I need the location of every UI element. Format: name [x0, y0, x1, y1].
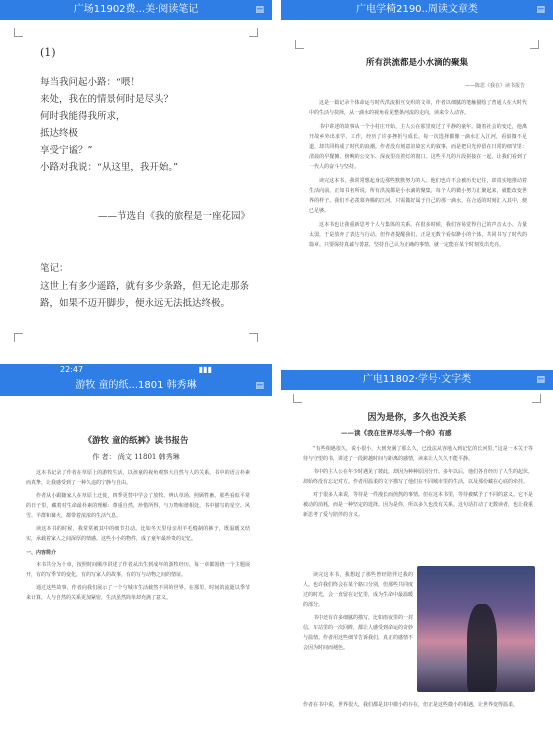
paragraph: 这本书记录了作者在草原上的游牧生活，以孩童的视角观察大自然与人的关系。书中的语言朴素而真挚，让我感受到了一种久违的宁静与自由。 [26, 470, 250, 486]
margin-mark [14, 333, 23, 342]
paragraph: “有些相遇很久，说小很小，大到充满了那么久，已没法从容地入到记忆的长河里。”这是一本关于等待与守望的书，讲述了一段跨越时间与距离的感情，读来让人久久不能平静。 [303, 446, 533, 462]
menu-icon[interactable]: ▤ [255, 5, 264, 15]
title-bar [0, 0, 272, 20]
paragraph: 读完这本书，我常常想起身边那些默默努力的人。他们也许不会被历史记住，却真实地推动着生活向前。正如书名所说，所有洪流都是小水滴的聚集，每个人的微小努力汇聚起来，就能改变世界的样子。我们不必羡慕奔腾的江河，只需做好属于自己的那一滴水，在合适的时刻汇入其中，便已足够。 [309, 178, 527, 214]
margin-mark [293, 394, 302, 403]
poem-line: 享受宁谧？” [40, 145, 93, 156]
report-title: 《游牧 童的纸裤》读书报告 [83, 436, 189, 446]
menu-icon[interactable]: ▤ [536, 375, 545, 385]
page-number: (1) [40, 46, 56, 59]
article-title: 所有洪流都是小水滴的聚集 [365, 58, 468, 68]
review-title: 因为是你，多久也没关系 [367, 413, 467, 423]
window-title: 游牧 童的纸...1801 韩秀琳 [75, 380, 197, 391]
menu-icon[interactable]: ▤ [536, 5, 545, 15]
margin-mark [532, 394, 541, 403]
signal-icon: ▮▮▮ [198, 365, 212, 374]
person-silhouette [467, 604, 498, 692]
author-line: 作 者： 尚文 11801 韩秀琳 [92, 453, 180, 461]
review-body [303, 444, 533, 523]
poem-line: 来处，我在的情景何时是尽头？ [40, 94, 174, 105]
status-time: 22:47 [60, 365, 84, 374]
note-text: 这世上有多少遥路，就有多少条路，但无论走那条路，如果不迈开脚步，便永远无法抵达终极。 [40, 281, 250, 309]
poem [40, 74, 178, 176]
paragraph: 对于很多人来说，等待是一件漫长而煎熬的事情。但在这本书里，等待被赋予了不同的意义。它不是被动的消耗，而是一种坚定的选择。因为是你，所以多久也没有关系。这句话打动了无数读者，也让我重新思考了爱与陪伴的含义。 [303, 492, 534, 518]
article-body [309, 98, 527, 250]
title-bar [0, 376, 272, 396]
paragraph: 本书共分为十章，按照时间顺序讲述了作者从出生到成年的游牧经历。每一章都围绕一个主题展开，有的写季节的变化，有的写家人的故事，有的写与动物之间的情谊。 [26, 562, 250, 578]
review-body-wrap [303, 570, 413, 653]
menu-icon[interactable]: ▤ [255, 381, 264, 391]
paragraph: 书中还有许多细腻的描写，比如雨夜里的一封信，车站里的一次回眸，都让人感受到命运的奇妙与温情。作者用这些细节告诉我们，真正的感情不会因为时间而褪色。 [303, 615, 414, 651]
panel-article[interactable] [281, 0, 553, 356]
review-subtitle: ——读《我在世界尽头等一个你》有感 [341, 429, 452, 437]
byline: ——陈思《我在》读书报告 [464, 83, 525, 89]
attribution: ——节选自《我的旅程是一座花园》 [97, 211, 250, 222]
window-title: 广场11902费...美·阅读笔记 [73, 4, 199, 15]
window-title: 广电11802·学号·文字类 [362, 374, 472, 385]
paragraph: 书中讲述的故事从一个小村庄开始，主人公在那里度过了平静的童年。随着社会的变迁，他离开故乡外出求学、工作，经历了许多挫折与成长。每一次选择都像一滴水汇入江河，看似微不足道，却共同构成了时代的浪潮。作者没有刻意渲染宏大的叙事，而是把目光停留在日常的细节里：清晨的早餐摊、傍晚的公交车、深夜里亮着灯的窗口。这些平凡的片段拼接在一起，让我们看到了一代人的奋斗与坚持。 [309, 124, 527, 170]
title-bar [281, 0, 553, 20]
margin-mark [14, 28, 23, 37]
paragraph: 读完这本书，我想起了那些曾经陪伴过我的人。也许我们终会在某个路口分别，但那些共同度过的时光，会一直留在记忆里，成为生命中最温暖的部分。 [303, 572, 414, 608]
window-title: 广电学椅2190..周读文章类 [356, 4, 478, 15]
poem-line: 每当我问起小路：“喂！ [40, 77, 140, 88]
panel-reading-note[interactable] [0, 0, 272, 356]
poem-line: 抵达终极 [40, 128, 79, 139]
poem-line: 何时我能得我所求， [40, 111, 126, 122]
paragraph: 书中的主人公在年少时遇见了彼此，却因为种种原因分开。多年以后，他们各自经历了人生的起伏，却始终没有忘记对方。作者用温柔的文字描写了他们在不同城市里的生活，以及那份藏在心底的牵挂。 [303, 469, 534, 485]
title-bar [281, 370, 553, 390]
margin-mark [249, 28, 258, 37]
poem-line: 小路对我说：“从这里，我开始。” [40, 162, 178, 173]
paragraph: 这是一篇记录个体命运与时代洪流相互交织的文章，作者以细腻的笔触描绘了普通人在大时代中的生活与抉择，从一滴水的视角看见整条河流的走向，读来令人动容。 [309, 100, 527, 116]
margin-mark [530, 40, 539, 49]
book-cover-photo [417, 566, 535, 692]
panel-book-report[interactable] [0, 364, 272, 729]
paragraph: 作者在书中说，世界很大，我们都是其中微小的存在，但正是这些微小的相遇，让世界变得温柔。 [303, 702, 519, 708]
paragraph: 作者从小跟随家人在草原上迁徙，四季更替中学会了放牧、辨认草场、照顾牲畜。那些看似平常的日子里，藏着对生命最朴素的理解：尊重自然，珍惜所得，与万物和谐相处。书中描写的星空、风雪、羊群和篝火，都带着浓浓的生活气息。 [26, 493, 250, 519]
panel-review[interactable] [281, 370, 553, 729]
report-body [26, 468, 250, 603]
paragraph: 这本书也让我重新思考个人与集体的关系。在很多时候，我们容易觉得自己的声音太小、力量太弱，于是放弃了表达与行动。但作者提醒我们，正是无数个看似渺小的个体，共同书写了时代的篇章。只要保持真诚与善意，坚持自己认为正确的事情，就一定能在某个时刻发出光亮。 [309, 222, 527, 248]
note-label: 笔记： [40, 263, 69, 274]
margin-mark [249, 333, 258, 342]
status-bar [0, 364, 272, 376]
paragraph: 通过这些故事，作者向我们展示了一个与城市生活截然不同的世界。在那里，时间的流逝以季节来计算，人与自然的关系更加紧密，生活虽然简单却充满了意义。 [26, 585, 250, 601]
paragraph: 读这本书的时候，我常常被其中的细节打动。比如冬天里母亲用羊毛缝制的裤子，既温暖又结实，承载着家人之间深厚的情感。这些小小的物件，成了童年最珍贵的记忆。 [26, 526, 250, 542]
section-heading: 一、内容简介 [26, 550, 57, 556]
margin-mark [295, 40, 304, 49]
